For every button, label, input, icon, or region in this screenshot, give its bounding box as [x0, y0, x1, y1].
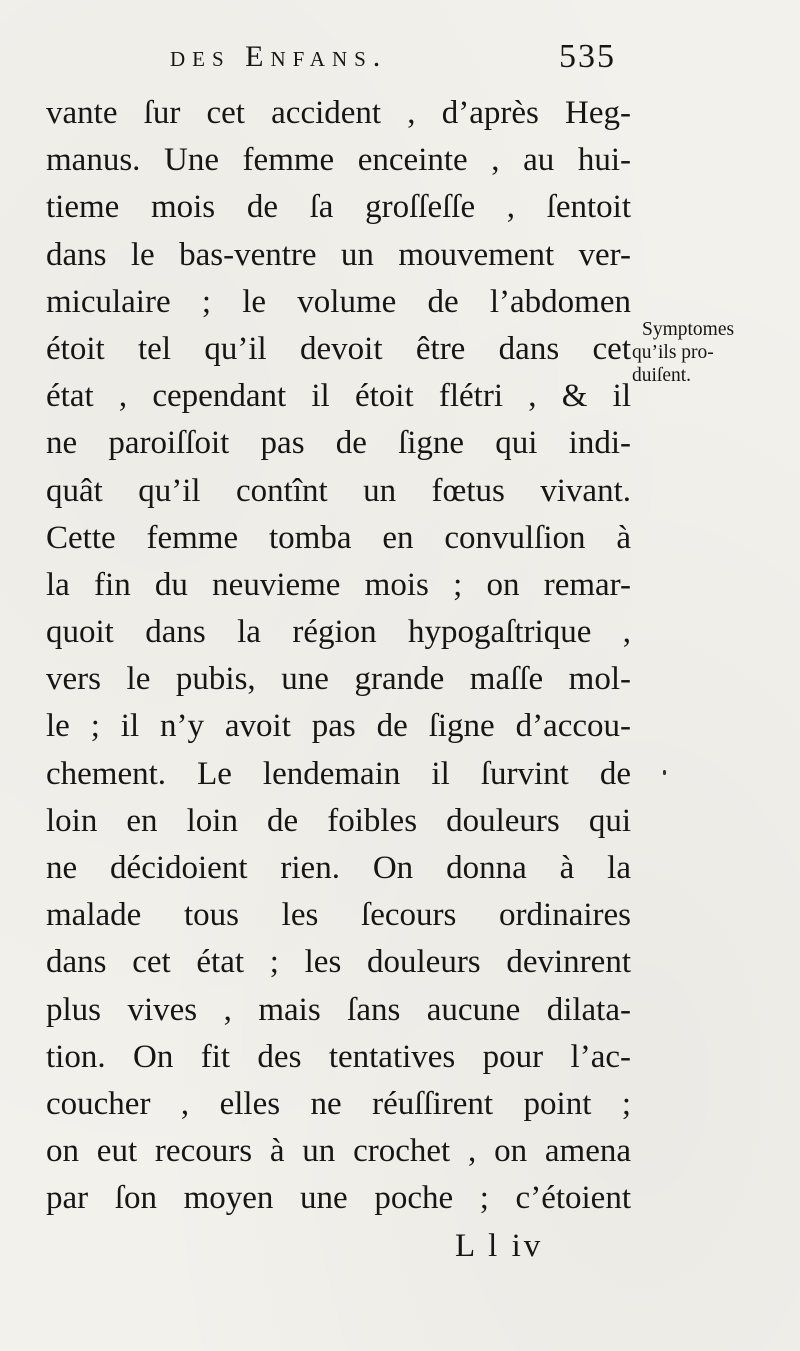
body-text: [46, 90, 631, 1223]
running-head: [170, 38, 620, 88]
text-line: étoit tel qu’il devoit être dans cet: [46, 330, 631, 367]
text-line: par ſon moyen une poche ; c’étoient: [46, 1180, 631, 1217]
text-line: coucher , elles ne réuſſirent point ;: [46, 1085, 631, 1122]
margin-note: [632, 318, 782, 387]
margin-note-line: Symptomes: [642, 319, 735, 340]
ink-speck: [663, 770, 666, 775]
text-line: la fin du neuvieme mois ; on remar-: [46, 566, 631, 603]
text-line: manus. Une femme enceinte , au hui-: [46, 142, 631, 179]
running-title: des Enfans.: [170, 40, 388, 73]
text-line: plus vives , mais ſans aucune dilata-: [46, 991, 631, 1028]
text-line: miculaire ; le volume de l’abdomen: [46, 283, 631, 320]
text-line: état , cependant il étoit flétri , & il: [46, 378, 631, 415]
margin-note-line: duiſent.: [632, 365, 692, 386]
text-line: quoit dans la région hypogaſtrique ,: [46, 614, 631, 651]
text-line: malade tous les ſecours ordinaires: [46, 897, 631, 934]
margin-note-line: qu’ils pro-: [632, 342, 714, 363]
text-line: loin en loin de foibles douleurs qui: [46, 802, 631, 839]
text-line: Cette femme tomba en convulſion à: [46, 519, 631, 556]
catchword-signature: L l iv: [455, 1228, 544, 1264]
text-line: tion. On fit des tentatives pour l’ac-: [46, 1038, 631, 1075]
text-line: dans cet état ; les douleurs devinrent: [46, 944, 631, 981]
page-number: 535: [559, 38, 616, 75]
text-line: tieme mois de ſa groſſeſſe , ſentoit: [46, 189, 631, 226]
text-line: quât qu’il contînt un fœtus vivant.: [46, 472, 631, 509]
text-line: chement. Le lendemain il ſurvint de: [46, 755, 631, 792]
text-line: ne paroiſſoit pas de ſigne qui indi-: [46, 425, 631, 462]
text-line: dans le bas-ventre un mouvement ver-: [46, 236, 631, 273]
text-line: vante ſur cet accident , d’après Heg-: [46, 95, 631, 131]
text-line: ne décidoient rien. On donna à la: [46, 850, 631, 886]
text-line: vers le pubis, une grande maſſe mol-: [46, 661, 631, 698]
text-line: on eut recours à un crochet , on amena: [46, 1133, 631, 1170]
text-line: le ; il n’y avoit pas de ſigne d’accou-: [46, 708, 631, 745]
